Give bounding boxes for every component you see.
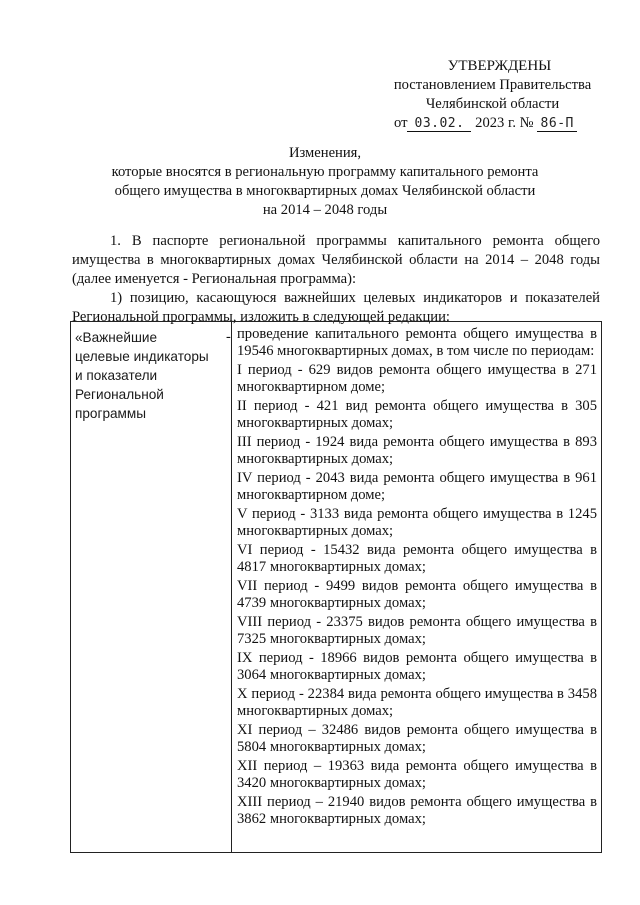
indicator-entry: XII период – 19363 вида ремонта общего имущества в 3420 многоквартирных домах; — [237, 758, 597, 791]
approval-heading: УТВЕРЖДЕНЫ — [447, 58, 552, 74]
indicator-entry: I период - 629 видов ремонта общего имущества в 271 многоквартирном доме; — [237, 362, 597, 395]
label-line: целевые индикаторы — [75, 349, 209, 364]
table-dash: - — [226, 329, 231, 345]
intro-text — [72, 232, 600, 327]
date-prefix: от — [394, 115, 408, 131]
indicator-entry: VIII период - 23375 видов ремонта общего имущества в 7325 многоквартирных домах; — [237, 614, 597, 647]
approval-block — [380, 57, 605, 133]
approval-line-2: Челябинской области — [425, 96, 560, 112]
changes-title-line-2: которые вносятся в региональную программу капитального ремонта — [111, 164, 539, 180]
document-number: 86-П — [537, 117, 577, 132]
approval-line-1: постановлением Правительства — [393, 77, 592, 93]
intro-paragraph-1: 1. В паспорте региональной программы капитального ремонта общего имущества в многоквартирных домах Челябинской области на 2014 – 2048 годы (далее именуется - Региональная программа): — [72, 233, 600, 287]
label-line: и показатели — [75, 368, 158, 383]
indicator-entry: X период - 22384 вида ремонта общего имущества в 3458 многоквартирных домах; — [237, 686, 597, 719]
changes-title — [90, 144, 560, 220]
changes-title-line-3: общего имущества в многоквартирных домах Челябинской области — [114, 183, 536, 199]
indicator-entry: XIII период – 21940 видов ремонта общего имущества в 3862 многоквартирных домах; — [237, 794, 597, 827]
date-value: 03.02. — [407, 117, 471, 132]
table-column-divider — [231, 322, 232, 852]
label-line: программы — [75, 406, 147, 421]
intro-paragraph-2: 1) позицию, касающуюся важнейших целевых индикаторов и показателей Региональной программы, изложить в следующей редакции: — [72, 290, 600, 325]
date-year: 2023 г. № — [475, 115, 534, 131]
indicator-entry: II период - 421 вид ремонта общего имущества в 305 многоквартирных домах; — [237, 398, 597, 431]
table-content-cell — [237, 326, 597, 830]
approval-date-line — [380, 114, 605, 133]
indicator-entry: III период - 1924 вида ремонта общего имущества в 893 многоквартирных домах; — [237, 434, 597, 467]
table-label-cell — [75, 328, 225, 423]
indicator-entry: IV период - 2043 вида ремонта общего имущества в 961 многоквартирном доме; — [237, 470, 597, 503]
indicator-entry: V период - 3133 вида ремонта общего имущества в 1245 многоквартирных домах; — [237, 506, 597, 539]
label-line: «Важнейшие — [75, 330, 158, 345]
indicator-entry: VII период - 9499 видов ремонта общего имущества в 4739 многоквартирных домах; — [237, 578, 597, 611]
label-line: Региональной — [75, 387, 164, 402]
changes-title-line-4: на 2014 – 2048 годы — [262, 202, 388, 218]
indicator-entry: VI период - 15432 вида ремонта общего имущества в 4817 многоквартирных домах; — [237, 542, 597, 575]
changes-title-line-1: Изменения, — [288, 145, 362, 161]
indicator-entry: проведение капитального ремонта общего имущества в 19546 многоквартирных домах, в том числе по периодам: — [237, 326, 597, 359]
indicator-entry: IX период - 18966 видов ремонта общего имущества в 3064 многоквартирных домах; — [237, 650, 597, 683]
indicators-table — [70, 321, 602, 853]
indicator-entry: XI период – 32486 видов ремонта общего имущества в 5804 многоквартирных домах; — [237, 722, 597, 755]
